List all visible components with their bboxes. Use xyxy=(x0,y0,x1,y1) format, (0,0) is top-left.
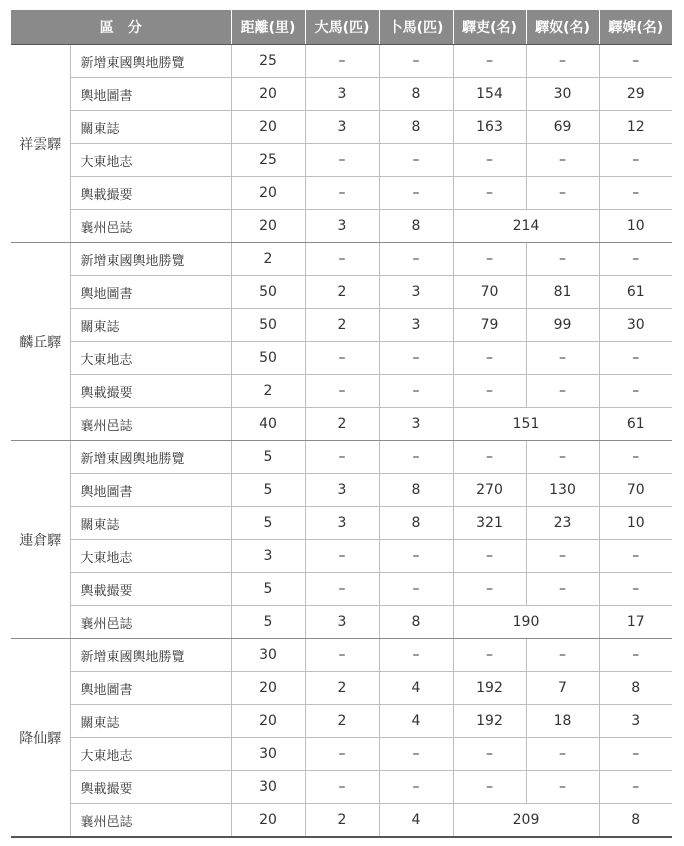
station-maids-cell: 29 xyxy=(599,78,672,111)
distance-cell: 20 xyxy=(231,210,305,243)
small-horses-cell: 4 xyxy=(379,705,453,738)
station-servants-cell: – xyxy=(526,441,599,474)
station-servants-cell: – xyxy=(526,144,599,177)
small-horses-cell: 3 xyxy=(379,408,453,441)
station-clerks-cell: – xyxy=(453,573,526,606)
small-horses-cell: 8 xyxy=(379,111,453,144)
src-cell: 大東地志 xyxy=(70,342,231,375)
src-cell: 輿載撮要 xyxy=(70,375,231,408)
station-servants-cell: – xyxy=(526,177,599,210)
table-row xyxy=(11,210,672,243)
station-clerks-cell: – xyxy=(453,342,526,375)
table-row xyxy=(11,705,672,738)
small-horses-cell: – xyxy=(379,243,453,276)
station-clerks-cell: 321 xyxy=(453,507,526,540)
big-horses-cell: 2 xyxy=(305,804,379,838)
table-row xyxy=(11,78,672,111)
src-cell: 新增東國輿地勝覽 xyxy=(70,441,231,474)
station-maids-cell: – xyxy=(599,177,672,210)
big-horses-cell: – xyxy=(305,540,379,573)
station-servants-cell: – xyxy=(526,342,599,375)
src-cell: 輿載撮要 xyxy=(70,177,231,210)
src-cell: 輿載撮要 xyxy=(70,573,231,606)
header-small-horses: 卜馬(匹) xyxy=(379,10,453,45)
big-horses-cell: 2 xyxy=(305,276,379,309)
station-maids-cell: – xyxy=(599,738,672,771)
station-maids-cell: – xyxy=(599,375,672,408)
src-cell: 襄州邑誌 xyxy=(70,804,231,838)
src-cell: 大東地志 xyxy=(70,540,231,573)
small-horses-cell: – xyxy=(379,738,453,771)
station-servants-cell: 7 xyxy=(526,672,599,705)
small-horses-cell: – xyxy=(379,177,453,210)
table-row xyxy=(11,804,672,838)
station-servants-cell: 30 xyxy=(526,78,599,111)
station-servants-cell: – xyxy=(526,639,599,672)
station-name: 麟丘驛 xyxy=(11,243,70,441)
small-horses-cell: – xyxy=(379,45,453,78)
big-horses-cell: – xyxy=(305,177,379,210)
src-cell: 大東地志 xyxy=(70,738,231,771)
distance-cell: 20 xyxy=(231,672,305,705)
station-clerks-cell: – xyxy=(453,540,526,573)
station-name: 祥雲驛 xyxy=(11,45,70,243)
src-cell: 關東誌 xyxy=(70,111,231,144)
station-table xyxy=(11,10,672,838)
station-clerks-cell: – xyxy=(453,177,526,210)
big-horses-cell: 2 xyxy=(305,309,379,342)
table-row xyxy=(11,540,672,573)
station-clerks-cell: – xyxy=(453,639,526,672)
station-servants-cell: 81 xyxy=(526,276,599,309)
big-horses-cell: – xyxy=(305,639,379,672)
src-cell: 輿地圖書 xyxy=(70,78,231,111)
distance-cell: 2 xyxy=(231,243,305,276)
big-horses-cell: – xyxy=(305,441,379,474)
distance-cell: 5 xyxy=(231,606,305,639)
station-servants-cell: – xyxy=(526,771,599,804)
big-horses-cell: 2 xyxy=(305,672,379,705)
station-name: 降仙驛 xyxy=(11,639,70,838)
distance-cell: 20 xyxy=(231,78,305,111)
table-row xyxy=(11,177,672,210)
distance-cell: 25 xyxy=(231,144,305,177)
station-servants-cell: – xyxy=(526,540,599,573)
big-horses-cell: – xyxy=(305,144,379,177)
station-maids-cell: – xyxy=(599,771,672,804)
src-cell: 輿地圖書 xyxy=(70,672,231,705)
clerks-servants-combined-cell: 214 xyxy=(453,210,599,243)
header-row xyxy=(11,10,672,45)
small-horses-cell: 8 xyxy=(379,474,453,507)
small-horses-cell: – xyxy=(379,375,453,408)
small-horses-cell: 8 xyxy=(379,606,453,639)
big-horses-cell: 2 xyxy=(305,705,379,738)
header-distance: 距離(里) xyxy=(231,10,305,45)
table-row xyxy=(11,408,672,441)
distance-cell: 20 xyxy=(231,177,305,210)
small-horses-cell: 3 xyxy=(379,309,453,342)
distance-cell: 25 xyxy=(231,45,305,78)
distance-cell: 3 xyxy=(231,540,305,573)
table-row xyxy=(11,45,672,78)
station-clerks-cell: – xyxy=(453,45,526,78)
big-horses-cell: – xyxy=(305,771,379,804)
src-cell: 關東誌 xyxy=(70,309,231,342)
distance-cell: 30 xyxy=(231,771,305,804)
station-name: 連倉驛 xyxy=(11,441,70,639)
big-horses-cell: – xyxy=(305,573,379,606)
big-horses-cell: – xyxy=(305,375,379,408)
station-maids-cell: – xyxy=(599,441,672,474)
station-clerks-cell: 192 xyxy=(453,705,526,738)
table-row xyxy=(11,606,672,639)
station-maids-cell: – xyxy=(599,144,672,177)
station-servants-cell: 69 xyxy=(526,111,599,144)
station-clerks-cell: – xyxy=(453,243,526,276)
station-servants-cell: – xyxy=(526,243,599,276)
station-maids-cell: 70 xyxy=(599,474,672,507)
big-horses-cell: 3 xyxy=(305,78,379,111)
src-cell: 新增東國輿地勝覽 xyxy=(70,243,231,276)
small-horses-cell: – xyxy=(379,441,453,474)
small-horses-cell: – xyxy=(379,771,453,804)
station-servants-cell: 18 xyxy=(526,705,599,738)
small-horses-cell: – xyxy=(379,540,453,573)
station-maids-cell: – xyxy=(599,540,672,573)
station-servants-cell: 99 xyxy=(526,309,599,342)
station-maids-cell: 3 xyxy=(599,705,672,738)
station-servants-cell: – xyxy=(526,375,599,408)
table-row xyxy=(11,573,672,606)
station-maids-cell: 61 xyxy=(599,408,672,441)
small-horses-cell: 8 xyxy=(379,507,453,540)
src-cell: 輿載撮要 xyxy=(70,771,231,804)
station-maids-cell: 10 xyxy=(599,507,672,540)
station-maids-cell: – xyxy=(599,342,672,375)
distance-cell: 20 xyxy=(231,705,305,738)
big-horses-cell: – xyxy=(305,738,379,771)
big-horses-cell: 2 xyxy=(305,408,379,441)
table-row xyxy=(11,441,672,474)
header-big-horses: 大馬(匹) xyxy=(305,10,379,45)
src-cell: 新增東國輿地勝覽 xyxy=(70,45,231,78)
station-clerks-cell: – xyxy=(453,738,526,771)
distance-cell: 50 xyxy=(231,309,305,342)
table-row xyxy=(11,474,672,507)
distance-cell: 20 xyxy=(231,111,305,144)
table-row xyxy=(11,738,672,771)
src-cell: 關東誌 xyxy=(70,507,231,540)
big-horses-cell: – xyxy=(305,243,379,276)
clerks-servants-combined-cell: 151 xyxy=(453,408,599,441)
station-servants-cell: – xyxy=(526,573,599,606)
src-cell: 襄州邑誌 xyxy=(70,606,231,639)
big-horses-cell: 3 xyxy=(305,606,379,639)
station-maids-cell: – xyxy=(599,573,672,606)
table-row xyxy=(11,672,672,705)
station-clerks-cell: 154 xyxy=(453,78,526,111)
table-row xyxy=(11,144,672,177)
distance-cell: 20 xyxy=(231,804,305,838)
header-station-servants: 驛奴(名) xyxy=(526,10,599,45)
table-row xyxy=(11,309,672,342)
big-horses-cell: – xyxy=(305,342,379,375)
src-cell: 襄州邑誌 xyxy=(70,408,231,441)
src-cell: 新增東國輿地勝覽 xyxy=(70,639,231,672)
station-clerks-cell: 70 xyxy=(453,276,526,309)
table-row xyxy=(11,771,672,804)
clerks-servants-combined-cell: 209 xyxy=(453,804,599,838)
distance-cell: 30 xyxy=(231,639,305,672)
distance-cell: 40 xyxy=(231,408,305,441)
station-maids-cell: 30 xyxy=(599,309,672,342)
station-servants-cell: 130 xyxy=(526,474,599,507)
header-category: 區 分 xyxy=(11,10,231,45)
big-horses-cell: 3 xyxy=(305,474,379,507)
header-station-clerks: 驛吏(名) xyxy=(453,10,526,45)
station-maids-cell: 17 xyxy=(599,606,672,639)
distance-cell: 50 xyxy=(231,276,305,309)
station-servants-cell: 23 xyxy=(526,507,599,540)
table-row xyxy=(11,342,672,375)
distance-cell: 5 xyxy=(231,573,305,606)
station-clerks-cell: – xyxy=(453,375,526,408)
small-horses-cell: 4 xyxy=(379,672,453,705)
big-horses-cell: 3 xyxy=(305,210,379,243)
table-row xyxy=(11,375,672,408)
distance-cell: 5 xyxy=(231,441,305,474)
station-servants-cell: – xyxy=(526,738,599,771)
big-horses-cell: 3 xyxy=(305,111,379,144)
small-horses-cell: – xyxy=(379,639,453,672)
station-clerks-cell: 163 xyxy=(453,111,526,144)
distance-cell: 50 xyxy=(231,342,305,375)
src-cell: 輿地圖書 xyxy=(70,276,231,309)
station-maids-cell: – xyxy=(599,45,672,78)
small-horses-cell: 3 xyxy=(379,276,453,309)
station-clerks-cell: – xyxy=(453,771,526,804)
clerks-servants-combined-cell: 190 xyxy=(453,606,599,639)
small-horses-cell: – xyxy=(379,342,453,375)
station-clerks-cell: 270 xyxy=(453,474,526,507)
station-maids-cell: – xyxy=(599,639,672,672)
table-row xyxy=(11,639,672,672)
station-servants-cell: – xyxy=(526,45,599,78)
table-row xyxy=(11,243,672,276)
station-clerks-cell: – xyxy=(453,441,526,474)
small-horses-cell: 8 xyxy=(379,210,453,243)
station-maids-cell: 8 xyxy=(599,672,672,705)
station-maids-cell: 61 xyxy=(599,276,672,309)
table-row xyxy=(11,276,672,309)
big-horses-cell: 3 xyxy=(305,507,379,540)
small-horses-cell: 8 xyxy=(379,78,453,111)
distance-cell: 30 xyxy=(231,738,305,771)
distance-cell: 5 xyxy=(231,474,305,507)
small-horses-cell: – xyxy=(379,144,453,177)
src-cell: 大東地志 xyxy=(70,144,231,177)
table-row xyxy=(11,507,672,540)
station-clerks-cell: 192 xyxy=(453,672,526,705)
src-cell: 關東誌 xyxy=(70,705,231,738)
src-cell: 輿地圖書 xyxy=(70,474,231,507)
station-clerks-cell: 79 xyxy=(453,309,526,342)
small-horses-cell: 4 xyxy=(379,804,453,838)
table-row xyxy=(11,111,672,144)
station-maids-cell: 12 xyxy=(599,111,672,144)
station-clerks-cell: – xyxy=(453,144,526,177)
distance-cell: 2 xyxy=(231,375,305,408)
station-maids-cell: – xyxy=(599,243,672,276)
big-horses-cell: – xyxy=(305,45,379,78)
small-horses-cell: – xyxy=(379,573,453,606)
src-cell: 襄州邑誌 xyxy=(70,210,231,243)
station-maids-cell: 10 xyxy=(599,210,672,243)
distance-cell: 5 xyxy=(231,507,305,540)
header-station-maids: 驛婢(名) xyxy=(599,10,672,45)
station-maids-cell: 8 xyxy=(599,804,672,838)
